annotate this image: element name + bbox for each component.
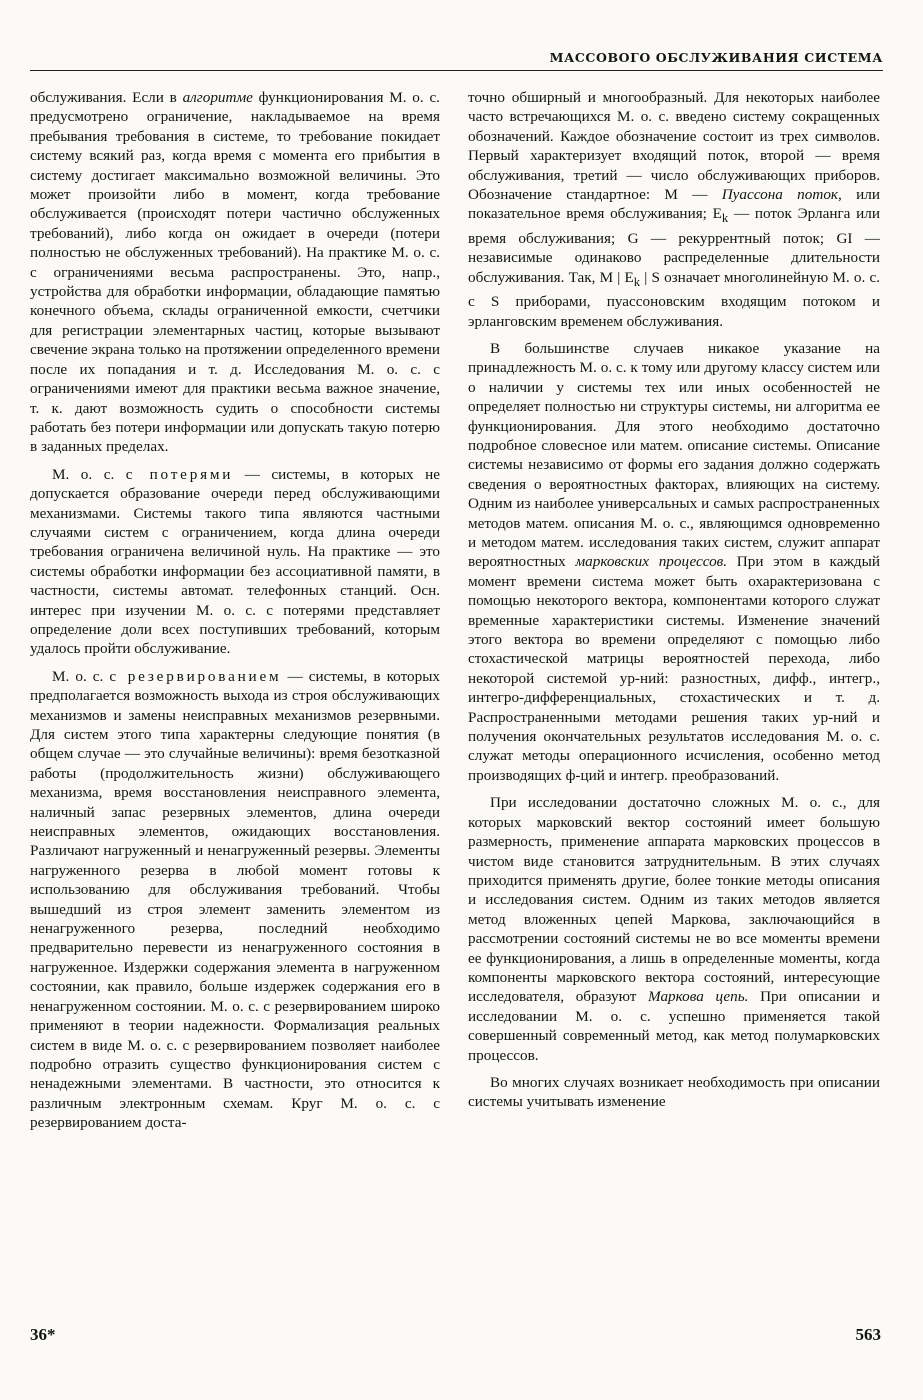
paragraph-notation — [468, 88, 880, 331]
paragraph-description — [468, 339, 880, 785]
text: При этом в каждый момент времени система может быть охарактеризована с помощью некоторого вектора, компонентами которого служат временные характеристики системы. Изменение значений этого вектора во времени определяют с помощью либо стохастической матрицы вероятностей перехода, либо некоторой системой ур-ний: разностных, дифф., интегр., интегро-дифференциальных, стохастических и т. д. Распространенными методами решения таких ур-ний и получения окончательных результатов исследования М. о. с. служат методы операционного исчисления, особенно метод производящих ф-ций и интегр. преобразований. — [468, 553, 880, 784]
link-markov-chain: Маркова цепь. — [648, 988, 749, 1006]
text: М. о. с. — [52, 667, 110, 685]
text: — системы, в которых предполагается возможность выхода из строя обслуживающих механизмов и замены неисправных механизмов резервными. Для систем этого типа характерны следующие понятия (в общем случае — это случайные величины): время безотказной работы (продолжительность жизни) обслуживающего механизма, время восстановления неисправного элемента, наличный запас резервных элементов, длина очереди неисправных элементов, ожидающих восстановления. Различают нагруженный и ненагруженный резервы. Элементы нагруженного резерва в любой момент готовы к использованию для обслуживания требований. Чтобы вышедший из строя элемент заменить элементом из ненагруженного резерва, последний необходимо предварительно перевести из ненагруженного состояния в нагруженное. Издержки содержания элемента в нагруженном состоянии, как правило, больше издержек содержания его в ненагруженном состоянии. М. о. с. с резервированием широко применяют в теории надежности. Формализация реальных систем в виде М. о. с. с резервированием позволяет наиболее подробно отразить существо функционирования систем с ненадежными элементами. В частности, это относится к различным электронным схемам. Круг М. о. с. с резервированием доста- — [30, 667, 440, 1132]
term-reserve: с резервированием — [109, 667, 282, 685]
paragraph-embedded-chains — [468, 793, 880, 1065]
term-losses: с потерями — [125, 465, 234, 483]
paragraph-losses — [30, 465, 440, 659]
header-title: МАССОВОГО ОБСЛУЖИВАНИЯ СИСТЕМА — [549, 50, 883, 65]
page-number: 563 — [855, 1325, 881, 1344]
link-poisson-flow: Пуассона поток, — [721, 186, 842, 204]
text: — поток Эрланга или время обслуживания; G — рекуррентный поток; GI — независимые одинаково распределенные длительности обслуживания. Так, M | E — [468, 205, 880, 286]
text: | S означает многолинейную М. о. с. с S приборами, пуассоновским входящим потоком и эрланговским временем обслуживания. — [468, 268, 880, 330]
paragraph-reserve — [30, 667, 440, 1133]
paragraph-limits — [30, 88, 440, 457]
left-column — [30, 88, 440, 1141]
text: М. о. с. — [52, 465, 126, 483]
text: обслуживания. Если в — [30, 89, 183, 106]
text: точно обширный и многообразный. Для некоторых наиболее часто встречающихся М. о. с. введено систему сокращенных обозначений. Каждое обозначение состоит из трех символов. Первый характеризует входящий поток, второй — время обслуживания, третий — число обслуживающих приборов. Обозначение стандартное: M — — [468, 89, 880, 204]
link-markov-processes: марковских процессов. — [575, 553, 728, 571]
right-column — [468, 88, 880, 1120]
text: В большинстве случаев никакое указание на принадлежность М. о. с. к тому или другому классу систем или о наличии у системы тех или иных особенностей не определяет полностью ни структуры системы, ни алгоритма ее функционирования. Для этого необходимо достаточно подробное словесное или матем. описание системы. Описание системы независимо от формы его задания должно содержать сведения о вероятностных факторах, влияющих на систему. Одним из наиболее универсальных и самых распространенных методов матем. описания М. о. с., являющимся одновременно и методом матем. исследования таких систем, служит аппарат вероятностных — [468, 339, 880, 571]
subscript: k — [633, 274, 641, 289]
running-header — [30, 48, 883, 71]
text: или показательное время обслуживания; E — [468, 186, 880, 223]
text: функционирования М. о. с. предусмотрено ограничение, накладываемое на время пребывания требования в системе, то требование покидает систему всякий раз, когда время с момента его прибытия в систему достигает максимально возможной величины. Это может произойти либо в момент, когда требование обслуживается (происходят потери частично обслуженных требований), либо когда он ожидает в очереди (потери полностью не обслуженных требований). На практике М. о. с. с ограничениями весьма распространены. Это, напр., устройства для обработки информации, обладающие памятью конечного объема, склады ограниченной емкости, счетчики для регистрации элементарных частиц, которые вызывают свечение экрана только на протяжении определенного времени после их попадания и т. д. Исследования М. о. с. с ограничениями имеют для практики весьма важное значение, т. к. дают возможность судить о способности системы работать без потери информации или допускать такую потерю в заданных пределах. — [30, 89, 440, 456]
text: При исследовании достаточно сложных М. о. с., для которых марковский вектор состояний имеет большую размерность, применение аппарата марковских процессов в чистом виде становится затруднительным. В этих случаях приходится применять другие, более тонкие методы описания и исследования систем. Одним из таких методов является метод вложенных цепей Маркова, заключающийся в рассмотрении состояний системы не во все моменты времени ее функционирования, а лишь в определенные моменты, когда компоненты марковского вектора состояний, интересующие исследователя, образуют — [468, 794, 880, 1006]
signature-mark: 36* — [30, 1325, 56, 1344]
subscript: k — [721, 211, 729, 226]
term-algorithm: алгоритме — [182, 89, 253, 106]
text: — системы, в которых не допускается образование очереди перед обслуживающими механизмами. Системы такого типа являются частными случаями систем с ограничением, когда длина очереди требования ограничена величиной нуль. На практике — это системы обработки информации без ассоциативной памяти, в частности, системы автомат. телефонных станций. Осн. интерес при изучении М. о. с. с потерями представляет определение доли всех поступивших требований, которым удалось пройти обслуживание. — [30, 465, 440, 658]
text: При описании и исследовании М. о. с. успешно применяется такой совершенный современный метод, как метод полумарковских процессов. — [468, 988, 881, 1064]
paragraph-continued: Во многих случаях возникает необходимость при описании системы учитывать изменение — [468, 1073, 880, 1111]
